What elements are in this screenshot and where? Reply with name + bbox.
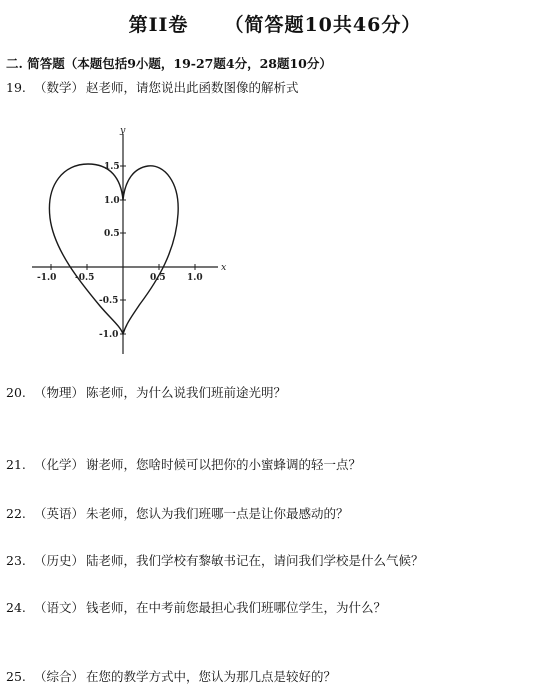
question-24 — [6, 598, 386, 616]
question-number: 25. — [6, 669, 26, 684]
heart-curve — [49, 164, 178, 334]
y-tick-label: 0.5 — [104, 229, 120, 239]
question-number: 20. — [6, 385, 26, 400]
question-number: 19. — [6, 80, 26, 95]
page-title — [0, 10, 550, 37]
question-number: 21. — [6, 457, 26, 472]
title-sub: （简答题10共46分） — [224, 14, 422, 36]
x-tick-label: 1.0 — [187, 273, 203, 283]
question-number: 24. — [6, 600, 26, 615]
y-tick-label: -0.5 — [99, 296, 119, 306]
question-21 — [6, 455, 361, 473]
question-23 — [6, 551, 424, 569]
question-subject: （历史） — [34, 553, 85, 568]
question-subject: （化学） — [34, 457, 85, 472]
question-subject: （综合） — [34, 669, 85, 684]
y-tick-label: 1.0 — [104, 196, 120, 206]
y-tick-label: 1.5 — [104, 162, 120, 172]
question-text: 在您的教学方式中，您认为那几点是较好的？ — [86, 669, 337, 684]
title-main: 第II卷 — [128, 14, 189, 36]
question-22 — [6, 504, 349, 522]
question-number: 23. — [6, 553, 26, 568]
y-axis-label: y — [120, 125, 126, 136]
question-number: 22. — [6, 506, 26, 521]
question-subject: （数学） — [34, 80, 85, 95]
question-text: 陈老师，为什么说我们班前途光明？ — [86, 385, 287, 400]
section-heading: 二. 简答题（本题包括9小题，19-27题4分，28题10分） — [6, 56, 332, 71]
question-25 — [6, 667, 336, 685]
x-tick-label: -1.0 — [37, 273, 57, 283]
x-tick-label: -0.5 — [75, 273, 95, 283]
y-tick-label: -1.0 — [99, 330, 119, 340]
heart-graph — [28, 122, 228, 358]
x-tick-label: 0.5 — [150, 273, 166, 283]
question-text: 朱老师，您认为我们班哪一点是让你最感动的？ — [86, 506, 349, 521]
question-19 — [6, 78, 299, 96]
question-subject: （物理） — [34, 385, 85, 400]
question-20 — [6, 383, 286, 401]
question-text: 陆老师，我们学校有黎敏书记在，请问我们学校是什么气候？ — [86, 553, 424, 568]
question-text: 谢老师，您啥时候可以把你的小蜜蜂调的轻一点？ — [86, 457, 362, 472]
question-text: 赵老师，请您说出此函数图像的解析式 — [86, 80, 299, 95]
question-subject: （语文） — [34, 600, 85, 615]
question-text: 钱老师，在中考前您最担心我们班哪位学生，为什么？ — [86, 600, 387, 615]
question-subject: （英语） — [34, 506, 85, 521]
x-axis-label: x — [221, 262, 227, 273]
